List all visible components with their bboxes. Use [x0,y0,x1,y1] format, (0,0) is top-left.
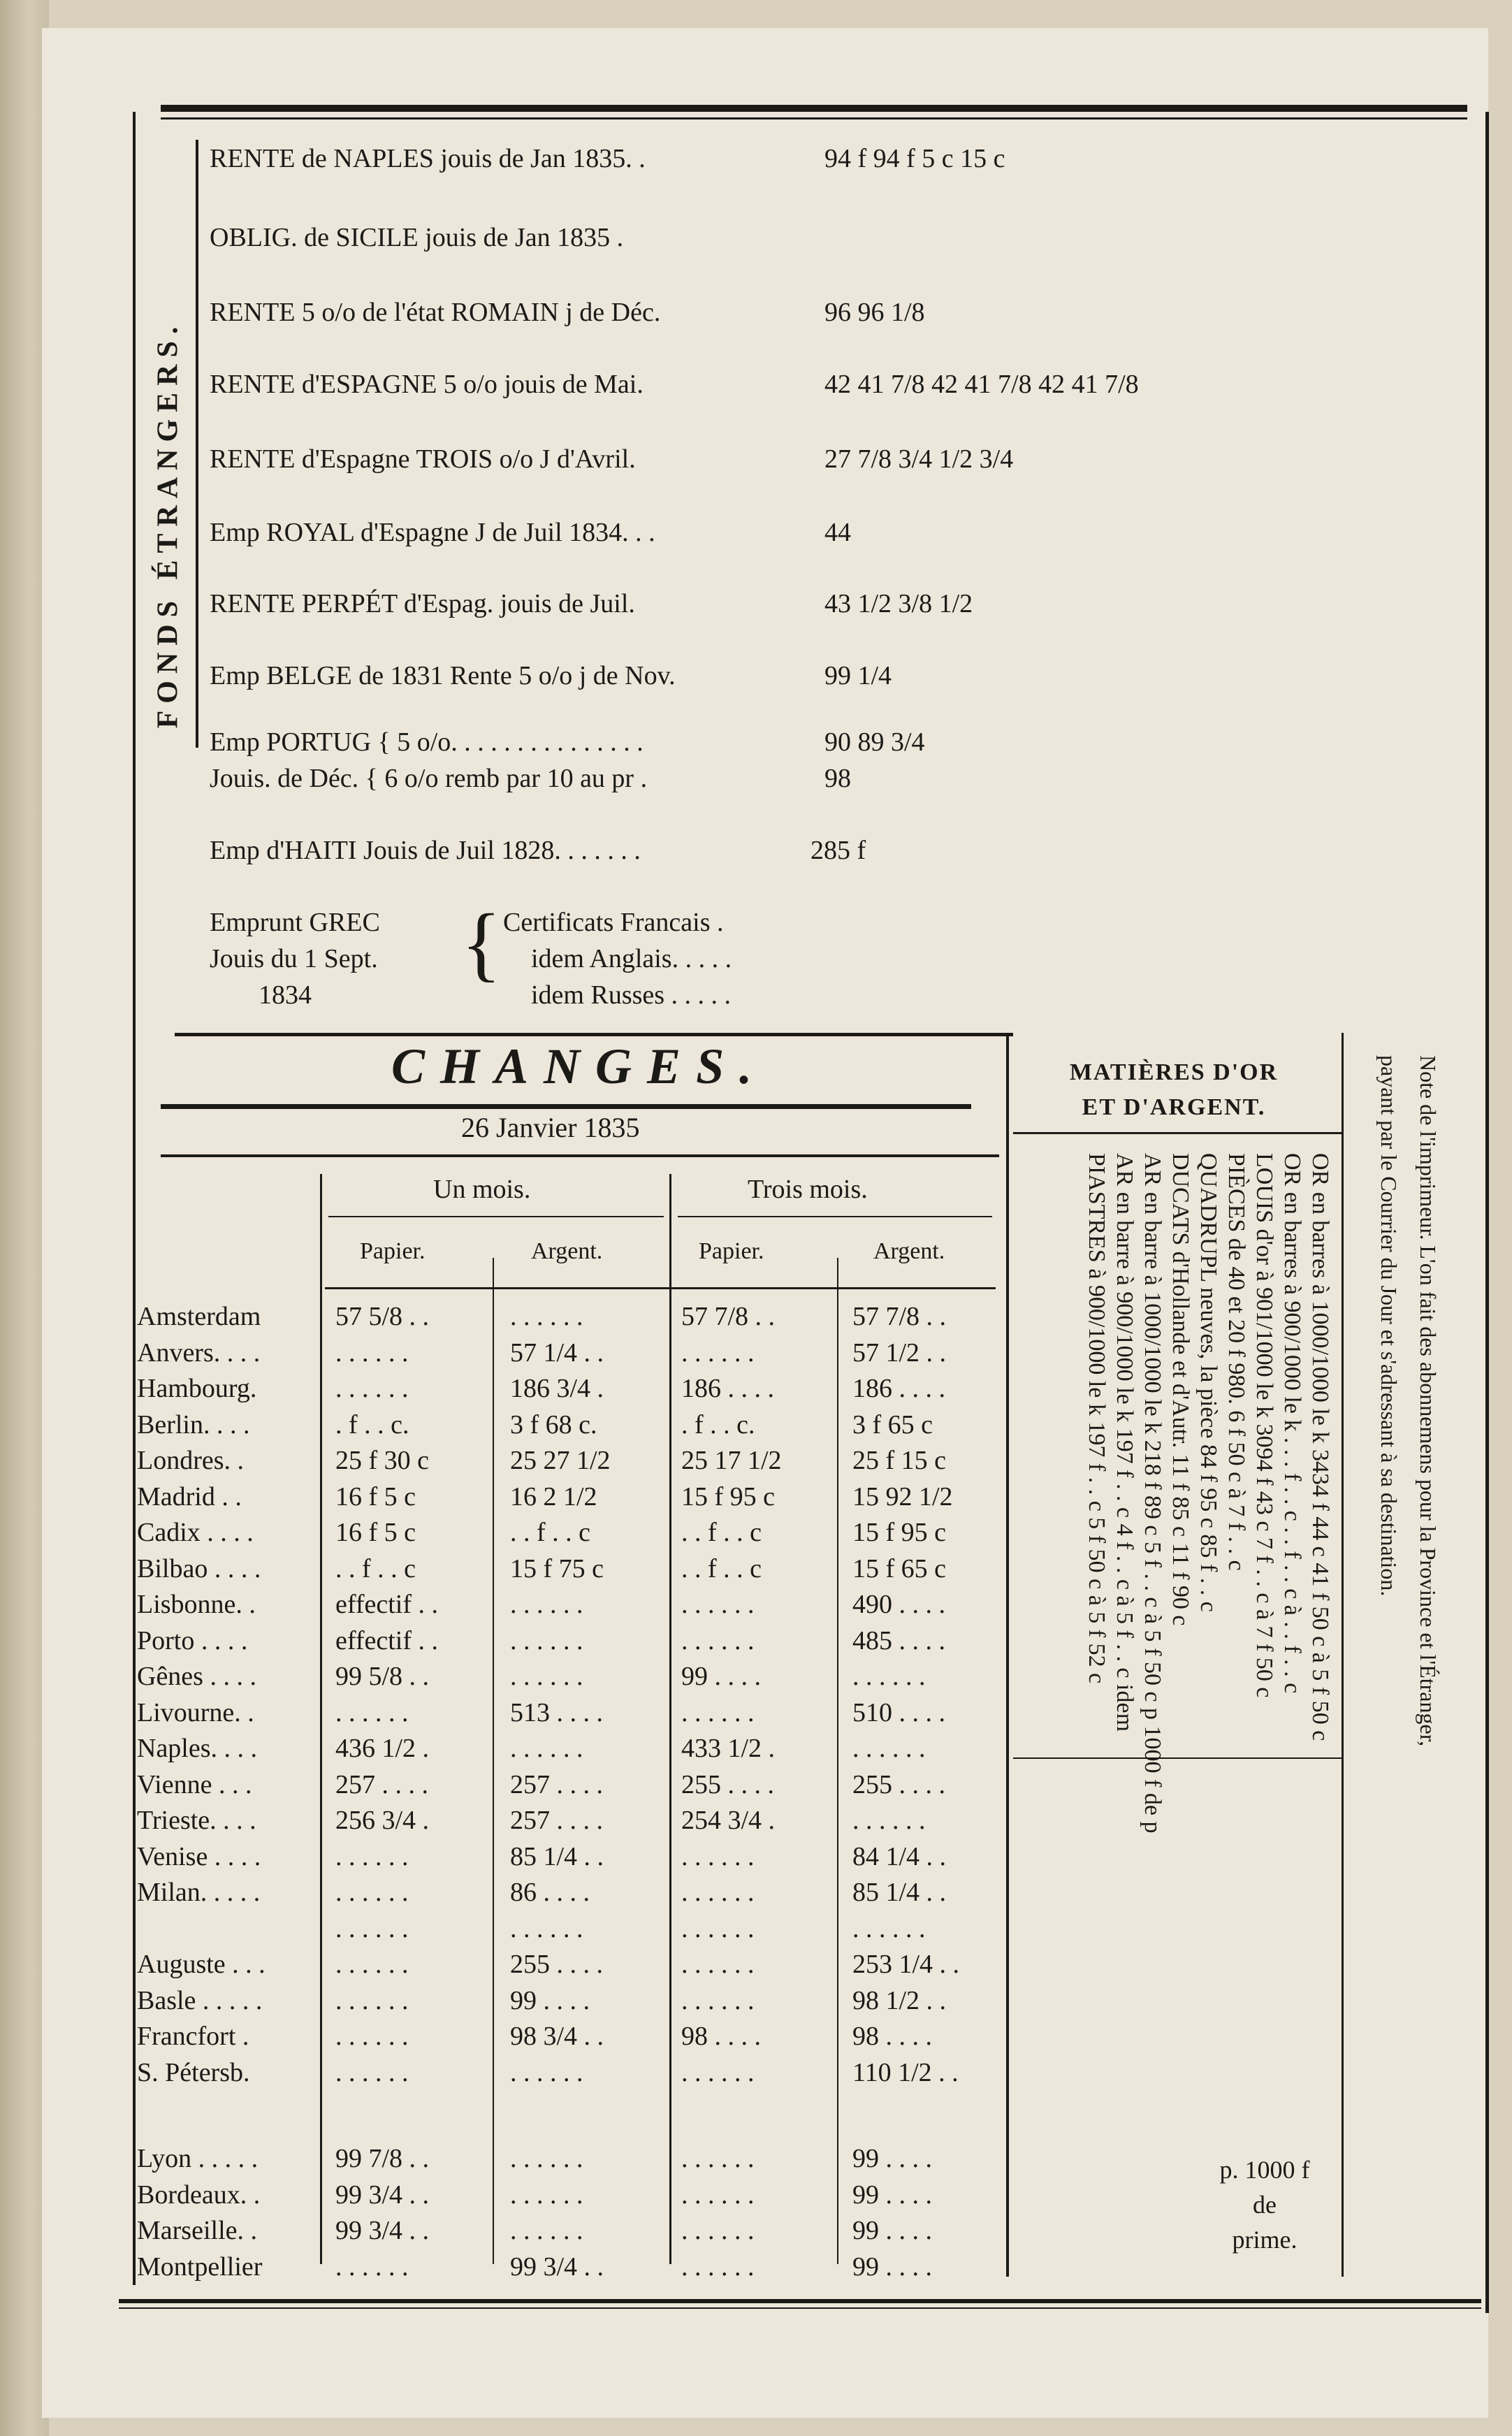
change-value: 25 f 30 c [335,1446,430,1475]
fonds-etrangers-label-text: FONDS ÉTRANGERS. [152,319,184,729]
matieres-line: AR en barre à 900/1000 le k 197 f . . c 4 f . . c à 5 f . . c idem [1112,1153,1137,1732]
change-value: 186 3/4 . [510,1374,604,1403]
matieres-line: OR en barres à 900/1000 le k . . . f . . c . . f . . c à . . f . . c [1279,1153,1305,1694]
change-value: 15 f 95 c [681,1481,776,1511]
change-value: 186 . . . . [852,1374,945,1403]
change-city: Porto . . . . [137,1625,248,1655]
change-value: 255 . . . . [852,1769,945,1799]
col-rule-3 [669,1174,671,2264]
fonds-row [210,222,810,253]
change-city: Livourne. . [137,1697,254,1727]
fonds-row [210,143,1005,174]
changes-title: CHANGES. [391,1038,768,1094]
change-value: 57 1/2 . . [852,1337,947,1368]
change-value: . . . . . . [335,1878,409,1907]
change-value: 485 . . . . [852,1625,945,1655]
fonds-value: 285 f [810,836,866,865]
fonds-value: 27 7/8 3/4 1/2 3/4 [824,444,1014,474]
fonds-name: OBLIG. de SICILE jouis de Jan 1835 . [210,223,624,252]
top-rule [161,105,1467,112]
change-value: . . . . . . [510,2216,583,2245]
matieres-line: PIÈCES de 40 et 20 f 980. 6 f 50 c à 7 f . . c [1223,1153,1249,1571]
change-value: . . . . . . [510,1734,583,1763]
change-city: Gênes . . . . [137,1662,256,1691]
matieres-line: QUADRUPL neuves, la pièce 84 f 95 c 85 f . . c [1195,1153,1221,1612]
fonds-divider [196,140,198,748]
matieres-line: PIASTRES à 900/1000 le k 197 f . . c 5 f 50 c à 5 f 52 c [1084,1153,1110,1684]
change-value: . . . . . . [335,1913,409,1943]
change-value: . . . . . . [681,2216,755,2245]
change-value: 15 f 95 c [852,1518,947,1547]
fonds-name: RENTE 5 o/o de l'état ROMAIN j de Déc. [210,298,661,327]
change-value: . . . . . . [510,1662,583,1691]
fonds-name: Emp PORTUG { 5 o/o. . . . . . . . . . . . . . . [210,727,644,757]
fonds-name: Emp ROYAL d'Espagne J de Juil 1834. . . [210,518,655,547]
change-value: 110 1/2 . . [852,2057,959,2087]
trois-mois-heading: Trois mois. [748,1175,868,1204]
fonds-row [210,763,851,794]
change-city: Montpellier [137,2252,263,2282]
change-value: 513 . . . . [510,1697,603,1727]
grec-left-1: Emprunt GREC [210,908,380,937]
fonds-name: Jouis. de Déc. { 6 o/o remb par 10 au pr . [210,764,648,793]
change-city: Marseille. . [137,2216,258,2245]
change-value: 57 7/8 . . [681,1302,776,1331]
change-value: . . . . . . [852,1806,926,1835]
change-value: 99 . . . . [852,2252,932,2282]
change-value: 25 17 1/2 [681,1446,782,1475]
change-value: 257 . . . . [510,1769,603,1799]
change-value: 253 1/4 . . [852,1950,960,1979]
fonds-row [210,297,925,328]
fonds-value: 44 [824,518,851,547]
change-value: . . . . . . [681,2180,755,2210]
change-value: 99 . . . . [852,2180,932,2210]
change-value: . . . . . . [510,2144,583,2173]
change-city: Vienne . . . [137,1769,252,1799]
un-mois-heading: Un mois. [433,1175,531,1204]
change-value: . . . . . . [681,1337,755,1368]
change-value: . . . . . . [335,1337,409,1368]
col-rule-2 [493,1258,494,2264]
change-value: . . . . . . [681,2057,755,2087]
fonds-etrangers-label [136,280,199,769]
change-value: . . . . . . [510,2057,583,2087]
change-value: 99 . . . . [681,1662,761,1691]
change-city: Francfort . [137,2022,249,2051]
prime-line-3: prime. [1232,2226,1297,2254]
fonds-value: 43 1/2 3/8 1/2 [824,589,973,618]
change-value: 257 . . . . [510,1806,603,1835]
fonds-row [210,369,1139,400]
fonds-value: 94 f 94 f 5 c 15 c [824,144,1005,173]
change-value: 57 7/8 . . [852,1302,947,1331]
matieres-rule [1013,1132,1342,1134]
fonds-value: 99 1/4 [824,661,892,690]
change-value: . . . . . . [681,1590,755,1619]
note-line-2: payant par le Courrier du Jour et s'adressant à sa destination. [1376,1055,1402,1597]
fonds-row [210,444,1014,474]
col-rule-1 [320,1174,322,2264]
grec-line-3 [259,980,732,1010]
col-rule-4 [837,1258,838,2264]
change-value: 99 7/8 . . [335,2144,430,2173]
change-value: . . . . . . [335,1985,409,2015]
change-value: 99 3/4 . . [510,2252,604,2282]
imprimeur-note [1369,1055,1448,1746]
date-rule [161,1154,999,1157]
change-value: 25 f 15 c [852,1446,947,1475]
fonds-value: 42 41 7/8 42 41 7/8 42 41 7/8 [824,370,1139,399]
change-value: 3 f 68 c. [510,1409,597,1440]
change-city: Londres. . [137,1446,245,1475]
change-city: Amsterdam [137,1302,261,1331]
change-value: 186 . . . . [681,1374,774,1403]
argent-heading-1: Argent. [531,1238,603,1264]
change-value: effectif . . [335,1590,438,1619]
fonds-row [210,660,892,691]
change-value: . . . . . . [335,1950,409,1979]
change-value: 99 3/4 . . [335,2180,430,2210]
change-value: 57 1/4 . . [510,1337,604,1368]
change-value: . . . . . . [335,2252,409,2282]
change-value: . f . . c. [681,1409,755,1440]
change-city: Lyon . . . . . [137,2144,259,2173]
change-value: 25 27 1/2 [510,1446,611,1475]
change-value: . . . . . . [852,1662,926,1691]
change-value: . . . . . . [681,1913,755,1943]
change-city: Auguste . . . [137,1950,266,1979]
change-value: . . . . . . [510,1913,583,1943]
change-value: . . . . . . [852,1734,926,1763]
papier-heading-2: Papier. [699,1238,764,1264]
change-value: 99 . . . . [852,2144,932,2173]
prime-line-2: de [1253,2191,1277,2219]
change-city: Cadix . . . . [137,1518,254,1547]
change-value: 84 1/4 . . [852,1841,947,1871]
change-value: 98 3/4 . . [510,2022,604,2051]
matieres-line: OR en barres à 1000/1000 le k 3434 f 44 c 41 f 50 c à 5 f 50 c [1307,1153,1333,1741]
fonds-value: 98 [824,764,851,793]
change-city: Basle . . . . . [137,1985,263,2015]
change-value: . . . . . . [681,1950,755,1979]
fonds-row [210,588,973,619]
change-value: . . . . . . [681,1841,755,1871]
change-value: 436 1/2 . [335,1734,430,1763]
change-city: Milan. . . . . [137,1878,261,1907]
bottom-rule-thin [119,2307,1481,2309]
change-value: 98 . . . . [852,2022,932,2051]
change-value: . . . . . . [510,2180,583,2210]
change-value: . . . . . . [681,1625,755,1655]
fonds-row [210,835,866,866]
frame-right-rule [1485,112,1489,2313]
trois-mois-rule [678,1216,992,1217]
change-value: 15 f 75 c [510,1553,604,1583]
change-value: 15 92 1/2 [852,1481,953,1511]
prime-line-1: p. 1000 f [1219,2156,1310,2184]
change-value: . . . . . . [681,2144,755,2173]
note-divider [1342,1033,1344,2277]
change-value: . . f . . c [510,1518,591,1547]
change-value: 99 3/4 . . [335,2216,430,2245]
note-line-1: Note de l'imprimeur. L'on fait des abonnemens pour la Province et l'Étranger, [1416,1055,1441,1747]
argent-heading-2: Argent. [873,1238,945,1264]
change-value: 85 1/4 . . [852,1878,947,1907]
fonds-name: RENTE PERPÉT d'Espag. jouis de Juil. [210,589,635,618]
change-value: . . . . . . [681,1878,755,1907]
change-city: Anvers. . . . [137,1337,261,1368]
change-city: Naples. . . . [137,1734,258,1763]
matieres-line: AR en barre à 1000/1000 le k 218 f 89 c 5 f . . c à 5 f 50 c p 1000 f de p [1140,1153,1165,1834]
matieres-title-2: ET D'ARGENT. [1082,1094,1266,1120]
fonds-name: Emp BELGE de 1831 Rente 5 o/o j de Nov. [210,661,676,690]
grec-line-2 [210,943,732,974]
change-city: Madrid . . [137,1481,242,1511]
change-value: 433 1/2 . [681,1734,776,1763]
change-value: 257 . . . . [335,1769,428,1799]
change-value: 255 . . . . [510,1950,603,1979]
change-city: Hambourg. [137,1374,257,1403]
change-city: Berlin. . . . [137,1409,250,1440]
change-city: Bordeaux. . [137,2180,261,2210]
subhead-rule [325,1287,996,1289]
change-value: 86 . . . . [510,1878,590,1907]
top-rule-thin [161,117,1467,119]
fonds-value: 96 96 1/8 [824,298,925,327]
change-value: 16 f 5 c [335,1481,416,1511]
change-value: 255 . . . . [681,1769,774,1799]
fonds-name: RENTE de NAPLES jouis de Jan 1835. . [210,144,646,173]
bottom-rule [119,2299,1481,2303]
change-value: . . . . . . [852,1913,926,1943]
change-value: 490 . . . . [852,1590,945,1619]
change-value: 99 5/8 . . [335,1662,430,1691]
change-value: 15 f 65 c [852,1553,947,1583]
change-value: 16 2 1/2 [510,1481,597,1511]
change-value: . . . . . . [335,2057,409,2087]
change-value: 57 5/8 . . [335,1302,430,1331]
frame-left-rule [133,112,136,2285]
grec-line-1 [210,907,724,938]
change-city: Bilbao . . . . [137,1553,261,1583]
change-city: Venise . . . . [137,1841,261,1871]
change-value: . . . . . . [335,1374,409,1403]
fonds-value: 90 89 3/4 [824,727,925,757]
change-value: 256 3/4 . [335,1806,430,1835]
prime-block [1188,2152,1342,2257]
fonds-name: Emp d'HAITI Jouis de Juil 1828. . . . . . . [210,836,641,865]
change-value: . . . . . . [510,1302,583,1331]
grec-right-1: Certificats Francais . [503,908,724,937]
un-mois-rule [328,1216,664,1217]
matieres-title-1: MATIÈRES D'OR [1069,1059,1279,1085]
grec-brace: { [461,897,502,989]
change-value: 3 f 65 c [852,1409,933,1440]
changes-top-rule [175,1033,1013,1036]
matieres-heading [1020,1055,1328,1125]
fonds-row [210,517,851,548]
matieres-line: DUCATS d'Hollande et d'Autr. 11 f 85 c 11 f 90 c [1168,1153,1193,1626]
changes-date: 26 Janvier 1835 [461,1112,640,1143]
changes-title-rule [161,1104,971,1109]
change-value: . . . . . . [335,1841,409,1871]
change-value: 98 1/2 . . [852,1985,947,2015]
matieres-divider [1006,1033,1009,2277]
change-value: 99 . . . . [852,2216,932,2245]
grec-left-3: 1834 [259,980,312,1010]
change-value: . . . . . . [681,2252,755,2282]
matieres-line: LOUIS d'or à 901/1000 le k 3094 f 43 c 7 f . . c à 7 f 50 c [1251,1153,1277,1698]
papier-heading-1: Papier. [360,1238,426,1264]
change-value: 16 f 5 c [335,1518,416,1547]
change-city: Lisbonne. . [137,1590,256,1619]
change-value: . . . . . . [681,1697,755,1727]
change-value: . . . . . . [335,2022,409,2051]
change-value: . . f . . c [681,1518,762,1547]
change-value: . . . . . . [681,1985,755,2015]
fonds-row [210,727,925,757]
change-city: Trieste. . . . [137,1806,256,1835]
grec-right-2: idem Anglais. . . . . [531,944,732,973]
fonds-name: RENTE d'Espagne TROIS o/o J d'Avril. [210,444,636,474]
change-value: . f . . c. [335,1409,409,1440]
change-value: 98 . . . . [681,2022,761,2051]
fonds-name: RENTE d'ESPAGNE 5 o/o jouis de Mai. [210,370,644,399]
change-value: . . f . . c [681,1553,762,1583]
change-value: . . . . . . [510,1590,583,1619]
change-value: 85 1/4 . . [510,1841,604,1871]
change-value: 254 3/4 . [681,1806,776,1835]
change-value: 510 . . . . [852,1697,945,1727]
change-city: S. Pétersb. [137,2057,250,2087]
matieres-midrule [1013,1757,1342,1759]
change-value: . . . . . . [510,1625,583,1655]
change-value: . . f . . c [335,1553,416,1583]
change-value: 99 . . . . [510,1985,590,2015]
change-value: effectif . . [335,1625,438,1655]
grec-left-2: Jouis du 1 Sept. [210,944,378,973]
grec-right-3: idem Russes . . . . . [531,980,732,1010]
change-value: . . . . . . [335,1697,409,1727]
